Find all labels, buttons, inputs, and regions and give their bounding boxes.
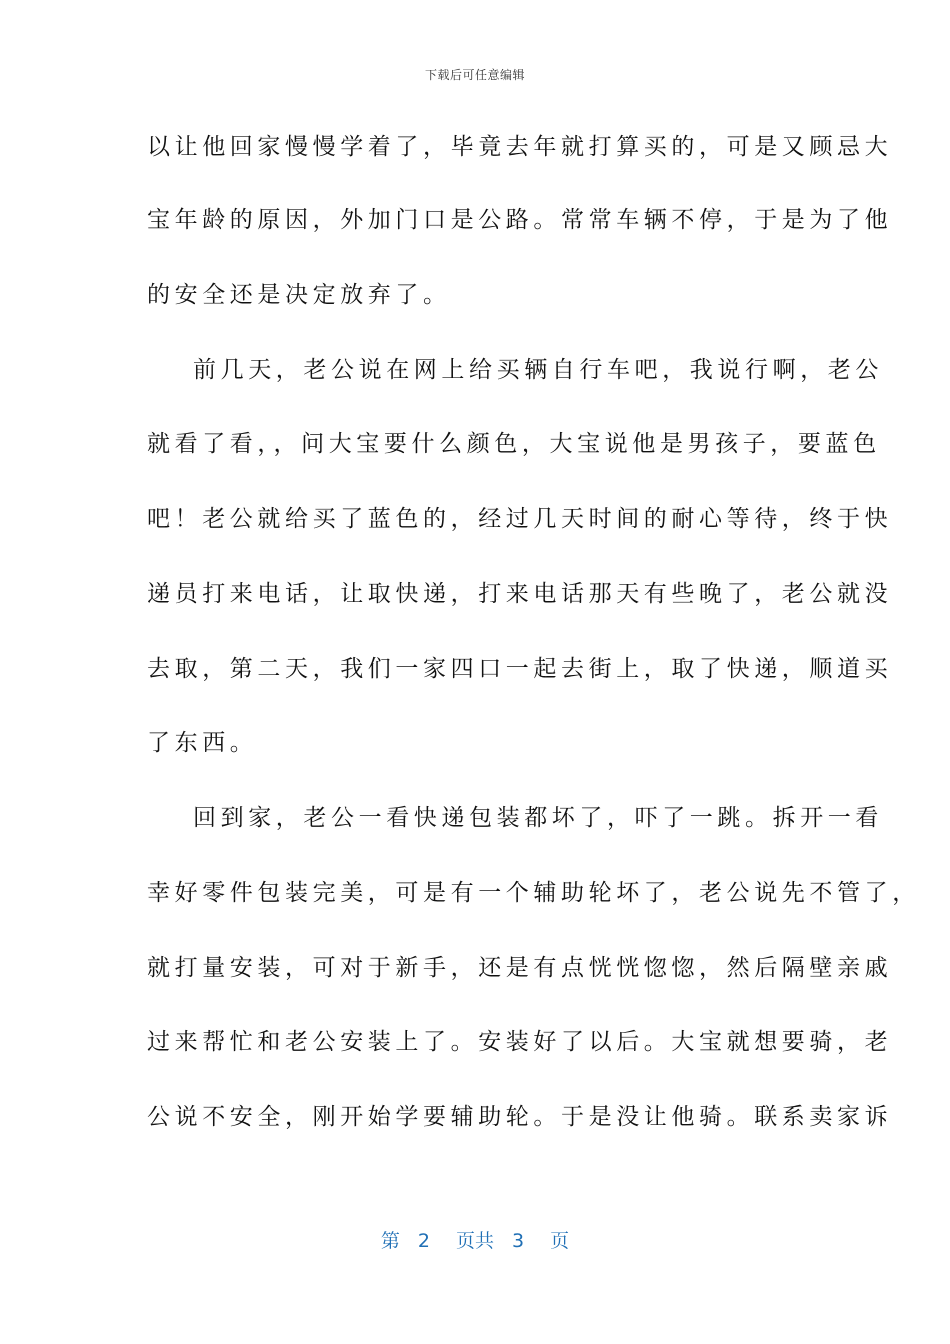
text-line: 以让他回家慢慢学着了，毕竟去年就打算买的，可是又顾忌大 — [147, 134, 893, 160]
text-line: 去取，第二天，我们一家四口一起去街上，取了快递，顺道买 — [147, 656, 893, 682]
text-line: 就打量安装，可对于新手，还是有点恍恍惚惚，然后隔壁亲戚 — [147, 955, 893, 981]
text-line: 过来帮忙和老公安装上了。安装好了以后。大宝就想要骑，老 — [147, 1029, 893, 1055]
total-pages-number: 3 — [512, 1230, 525, 1252]
header-note: 下载后可任意编辑 — [424, 68, 525, 82]
text-line: 公说不安全，刚开始学要辅助轮。于是没让他骑。联系卖家诉 — [147, 1104, 893, 1130]
text-line: 回到家，老公一看快递包装都坏了，吓了一跳。拆开一看 — [193, 805, 883, 831]
text-line: 前几天，老公说在网上给买辆自行车吧，我说行啊，老公 — [193, 357, 883, 383]
footer-prefix: 第 — [380, 1230, 400, 1252]
text-line: 就看了看，，问大宝要什么颜色，大宝说他是男孩子，要蓝色 — [147, 431, 881, 457]
footer-suffix: 页 — [550, 1230, 570, 1252]
text-line: 递员打来电话，让取快递，打来电话那天有些晚了，老公就没 — [147, 581, 893, 607]
text-line: 了东西。 — [147, 730, 258, 756]
text-line: 幸好零件包装完美，可是有一个辅助轮坏了，老公说先不管了， — [147, 880, 920, 906]
footer-middle: 页共 — [455, 1230, 494, 1252]
text-line: 吧！老公就给买了蓝色的，经过几天时间的耐心等待，终于快 — [147, 506, 893, 532]
page-number-footer — [0, 1226, 950, 1253]
current-page-number: 2 — [417, 1230, 430, 1252]
text-line: 宝年龄的原因，外加门口是公路。常常车辆不停，于是为了他 — [147, 207, 893, 233]
text-line: 的安全还是决定放弃了。 — [147, 282, 451, 308]
